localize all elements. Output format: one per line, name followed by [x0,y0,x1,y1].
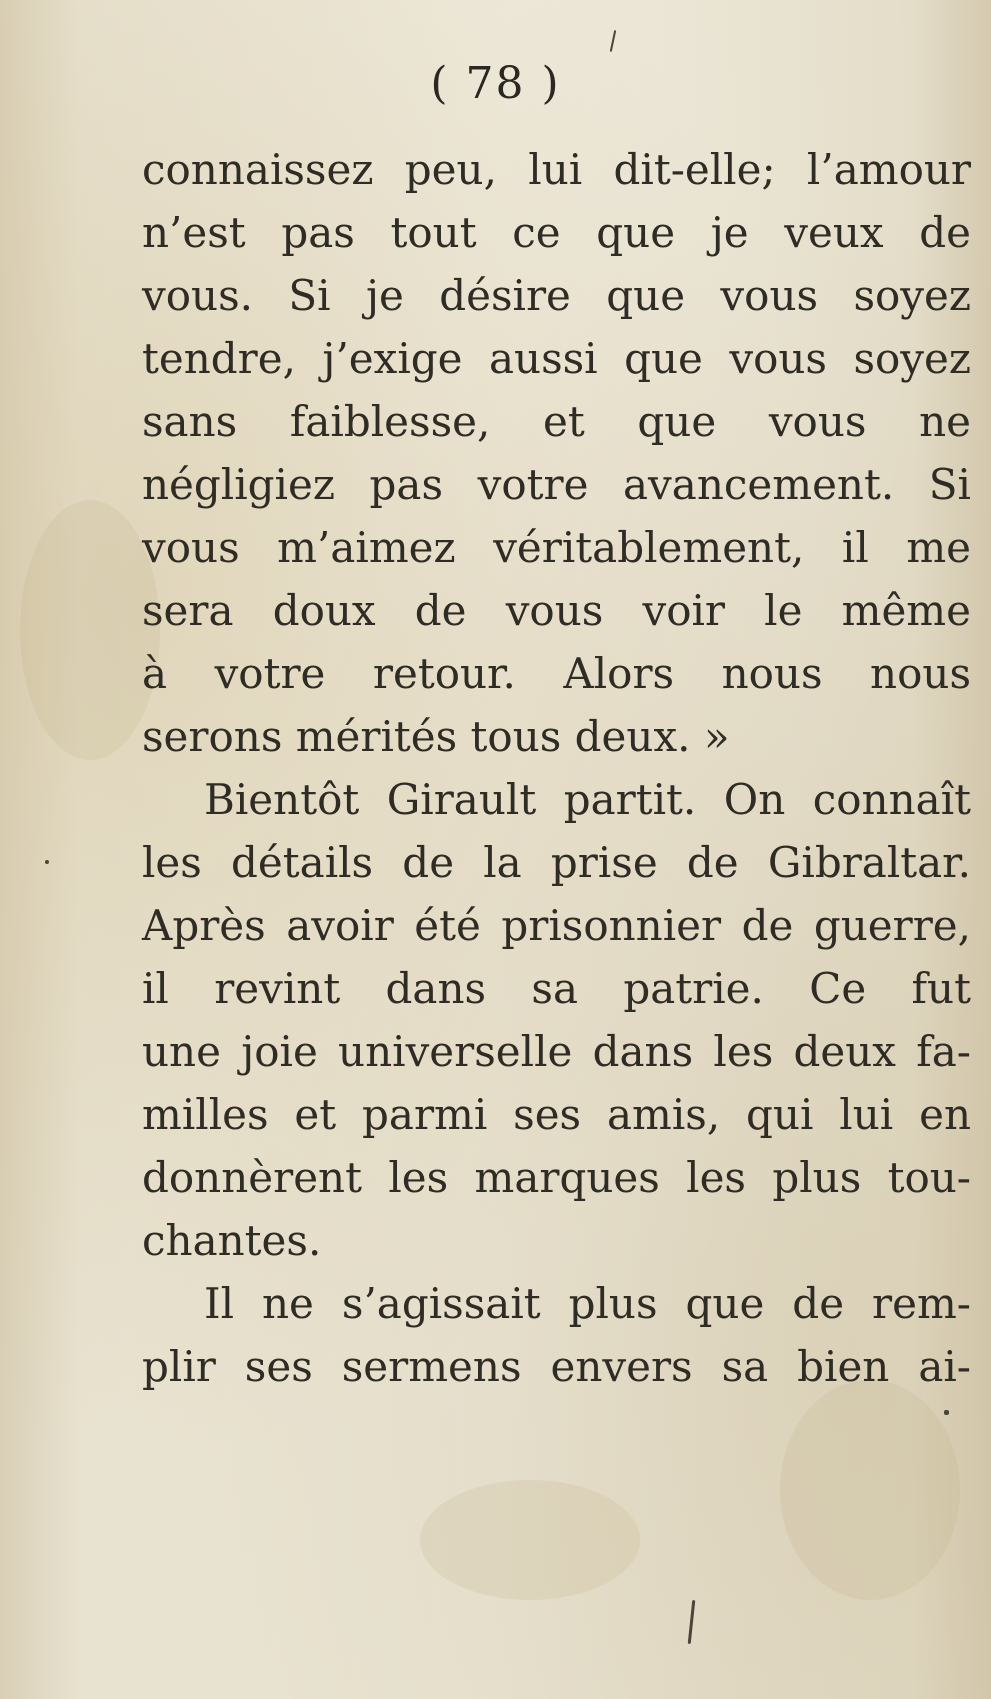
text-line: sans faiblesse, et que vous ne [142,397,971,446]
text-line: milles et parmi ses amis, qui lui en [142,1090,971,1139]
paper-stain [420,1480,640,1600]
ink-speck [944,1410,949,1415]
text-line: vous. Si je désire que vous soyez [142,271,971,320]
text-line: sera doux de vous voir le même [142,586,971,635]
ink-speck [610,30,617,52]
paragraph-first-line: Il ne s’agissait plus que de rem- [204,1279,971,1328]
text-line: vous m’aimez véritablement, il me [142,523,971,572]
text-line: n’est pas tout ce que je veux de [142,208,971,257]
ink-speck [45,860,49,864]
text-line: une joie universelle dans les deux fa- [142,1027,971,1076]
text-line: donnèrent les marques les plus tou- [142,1153,971,1202]
page-number: ( 78 ) [430,58,561,109]
text-line: tendre, j’exige aussi que vous soyez [142,334,971,383]
paper-stain [20,500,160,760]
text-line: plir ses sermens envers sa bien ai- [142,1342,971,1391]
text-line: il revint dans sa patrie. Ce fut [142,964,971,1013]
text-line: négligiez pas votre avancement. Si [142,460,971,509]
body-text [142,138,971,1398]
paragraph-first-line: Bientôt Girault partit. On connaît [204,775,971,824]
text-line: les détails de la prise de Gibraltar. [142,838,971,887]
ink-speck [688,1600,696,1644]
text-line: serons mérités tous deux. » [142,712,730,761]
text-line: Après avoir été prisonnier de guerre, [142,901,971,950]
text-line: à votre retour. Alors nous nous [142,649,971,698]
text-line: chantes. [142,1216,322,1265]
paper-stain [780,1380,960,1600]
text-line: connaissez peu, lui dit-elle; l’amour [142,145,971,194]
